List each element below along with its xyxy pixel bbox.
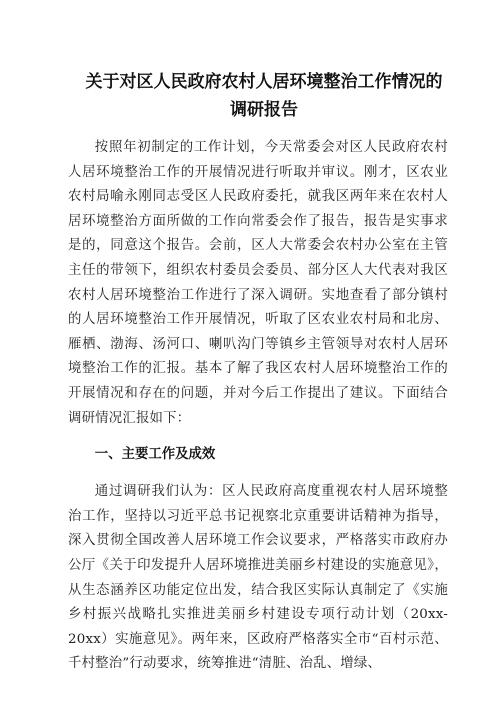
- intro-paragraph: 按照年初制定的工作计划，今天常委会对区人民政府农村人居环境整治工作的开展情况进行听取并审议。刚才，区农业农村局喻永刚同志受区人民政府委托，就我区两年来在农村人居环境整治方面所做的工作向常委会作了报告，报告是实事求是的，同意这个报告。会前，区人大常委会农村办公室在主管主任的带领下，组织农村委员会委员、部分区人大代表对我区农村人居环境整治工作进行了深入调研。实地查看了部分镇村的人居环境整治工作开展情况，听取了区农业农村局和北房、雁栖、渤海、汤河口、喇叭沟门等镇乡主管领导对农村人居环境整治工作的汇报。基本了解了我区农村人居环境整治工作的开展情况和存在的问题，并对今后工作提出了建议。下面结合调研情况汇报如下：: [68, 140, 448, 426]
- document-title-line-2: 调研报告: [230, 100, 298, 120]
- document-title: [80, 68, 448, 124]
- section-heading-main-work: 一、主要工作及成效: [94, 447, 216, 463]
- document-title-line-1: 关于对区人民政府农村人居环境整治工作情况的: [85, 72, 443, 92]
- main-work-paragraph: 通过调研我们认为：区人民政府高度重视农村人居环境整治工作，坚持以习近平总书记视察北京重要讲话精神为指导，深入贯彻全国改善人居环境工作会议要求，严格落实市政府办公厅《关于印发提升人居环境推进美丽乡村建设的实施意见》，从生态涵养区功能定位出发，结合我区实际认真制定了《实施乡村振兴战略扎实推进美丽乡村建设专项行动计划（20xx-20xx）实施意见》。两年来，区政府严格落实全市“百村示范、千村整治”行动要求，统筹推进“清脏、治乱、增绿、: [68, 484, 448, 672]
